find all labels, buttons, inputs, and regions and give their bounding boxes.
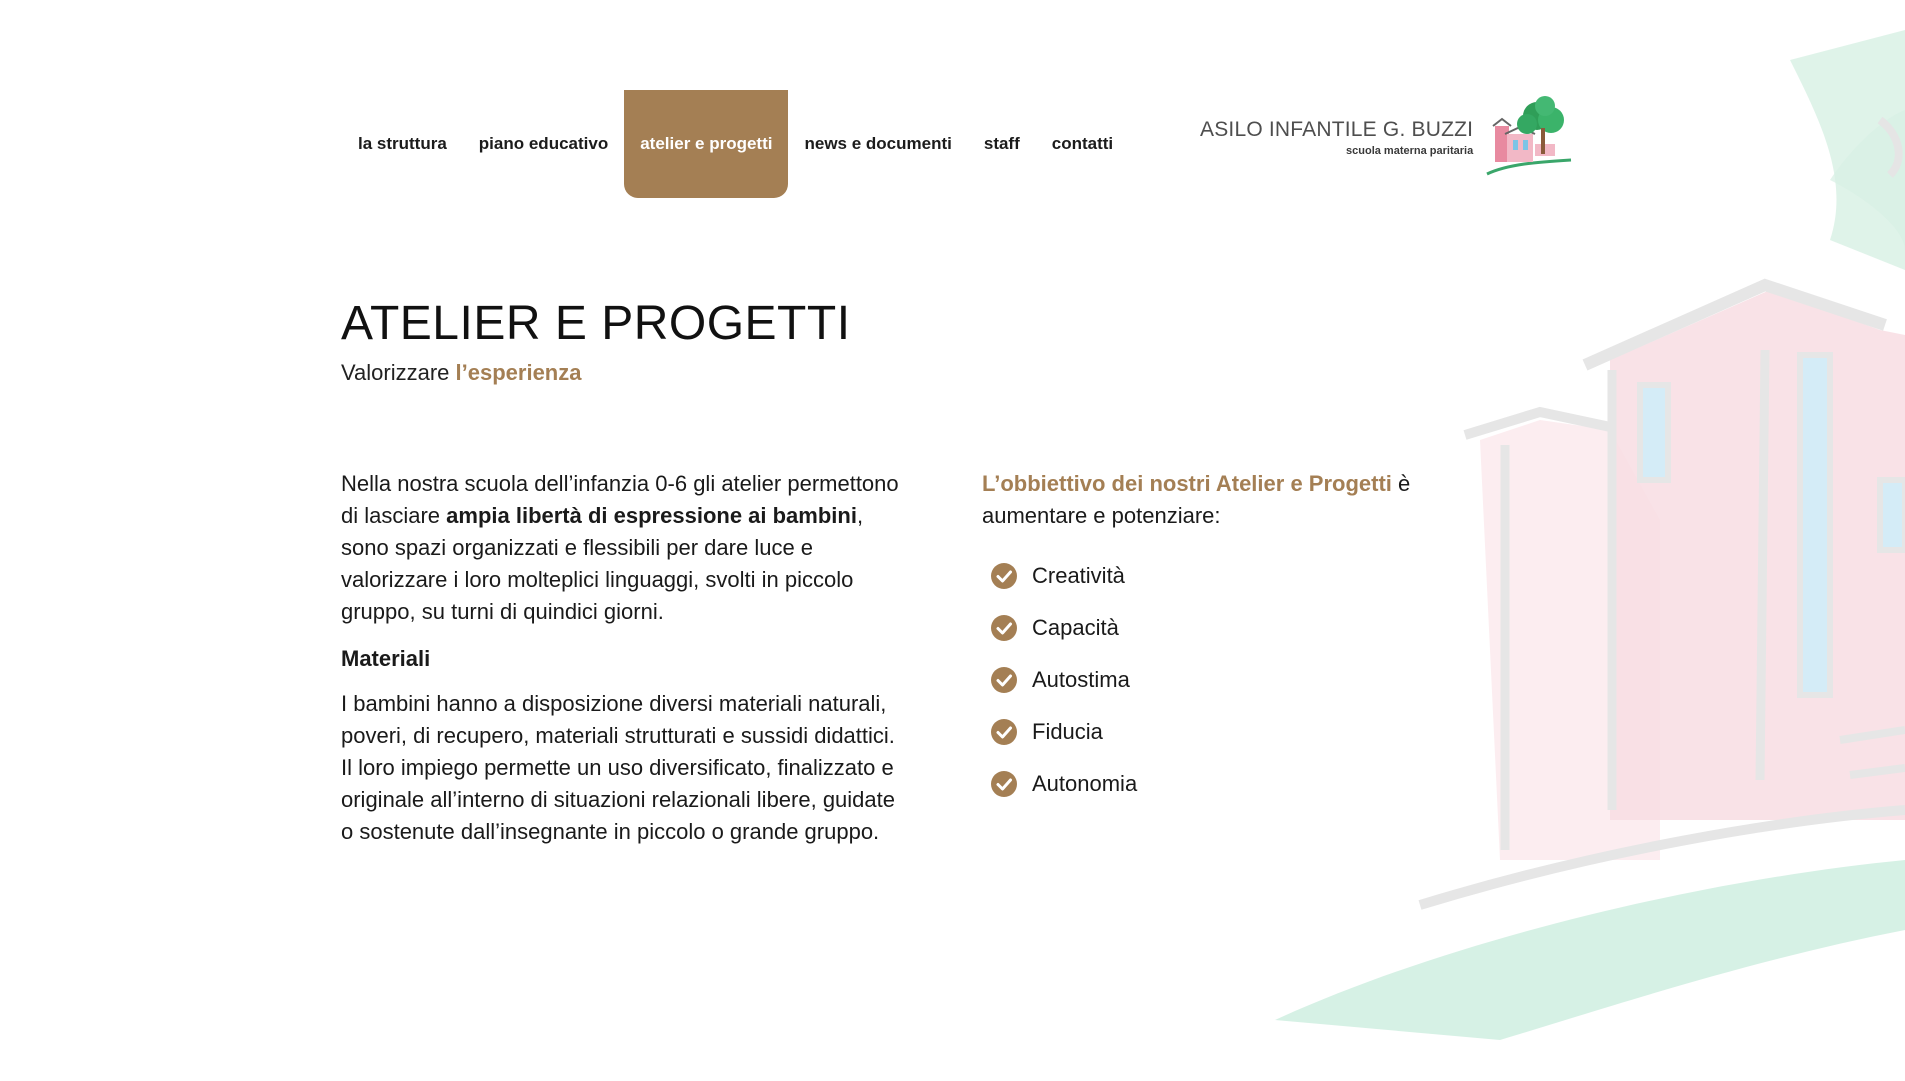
page-subtitle <box>341 360 581 386</box>
intro-paragraph <box>341 468 911 628</box>
logo-title: ASILO INFANTILE G. BUZZI <box>1200 117 1474 141</box>
check-circle-icon <box>990 614 1018 642</box>
nav-item-piano-educativo[interactable]: piano educativo <box>478 134 609 153</box>
intro-bold-text: ampia libertà di espressione ai bambini <box>446 503 857 528</box>
nav-item-staff[interactable]: staff <box>983 134 1020 153</box>
list-item <box>990 654 1462 706</box>
goal-label: Autostima <box>1032 667 1130 692</box>
goal-label: Creatività <box>1032 563 1125 588</box>
intro-column <box>341 468 911 848</box>
check-circle-icon <box>990 666 1018 694</box>
objective-paragraph <box>982 468 1462 532</box>
school-tree-logo-icon <box>1483 94 1573 180</box>
check-circle-icon <box>990 562 1018 590</box>
intro-text-2: , sono spazi organizzati e flessibili per dare luce e valorizzare i loro molteplici linguaggi, svolti in piccolo gruppo, su turni di quindici giorni. <box>341 503 864 624</box>
subtitle-text: Valorizzare <box>341 360 456 385</box>
check-circle-icon <box>990 718 1018 746</box>
page-title: ATELIER E PROGETTI <box>341 297 851 350</box>
materials-heading: Materiali <box>341 646 431 671</box>
logo-subtitle: scuola materna paritaria <box>1346 144 1474 157</box>
subtitle-accent: l’esperienza <box>455 360 582 385</box>
site-logo[interactable] <box>1200 94 1573 180</box>
list-item <box>990 758 1462 810</box>
list-item <box>990 550 1462 602</box>
nav-item-atelier-e-progetti[interactable]: atelier e progetti <box>624 90 788 198</box>
goal-label: Capacità <box>1032 615 1119 640</box>
intro-text-1: Nella nostra scuola dell’infanzia 0-6 gli atelier permettono di lasciare <box>341 471 899 528</box>
goal-label: Fiducia <box>1032 719 1103 744</box>
nav-item-news-e-documenti[interactable]: news e documenti <box>804 134 952 153</box>
goals-list <box>990 550 1462 810</box>
materials-paragraph: I bambini hanno a disposizione diversi materiali naturali, poveri, di recupero, materiali strutturati e sussidi didattici. Il loro impiego permette un uso diversificato, finalizzato e originale all’interno di situazioni relazionali libere, guidate o sostenute dall’insegnante in piccolo o grande gruppo. <box>341 691 895 844</box>
goal-label: Autonomia <box>1032 771 1138 796</box>
list-item <box>990 706 1462 758</box>
nav-item-la-struttura[interactable]: la struttura <box>358 134 447 153</box>
objective-accent: L’obbiettivo dei nostri Atelier e Progetti <box>982 471 1392 496</box>
main-nav <box>342 90 1129 198</box>
logo-text <box>1200 118 1473 157</box>
objectives-column <box>982 468 1462 810</box>
list-item <box>990 602 1462 654</box>
objective-rest: è aumentare e potenziare: <box>982 471 1411 528</box>
nav-item-contatti[interactable]: contatti <box>1051 134 1114 153</box>
check-circle-icon <box>990 770 1018 798</box>
